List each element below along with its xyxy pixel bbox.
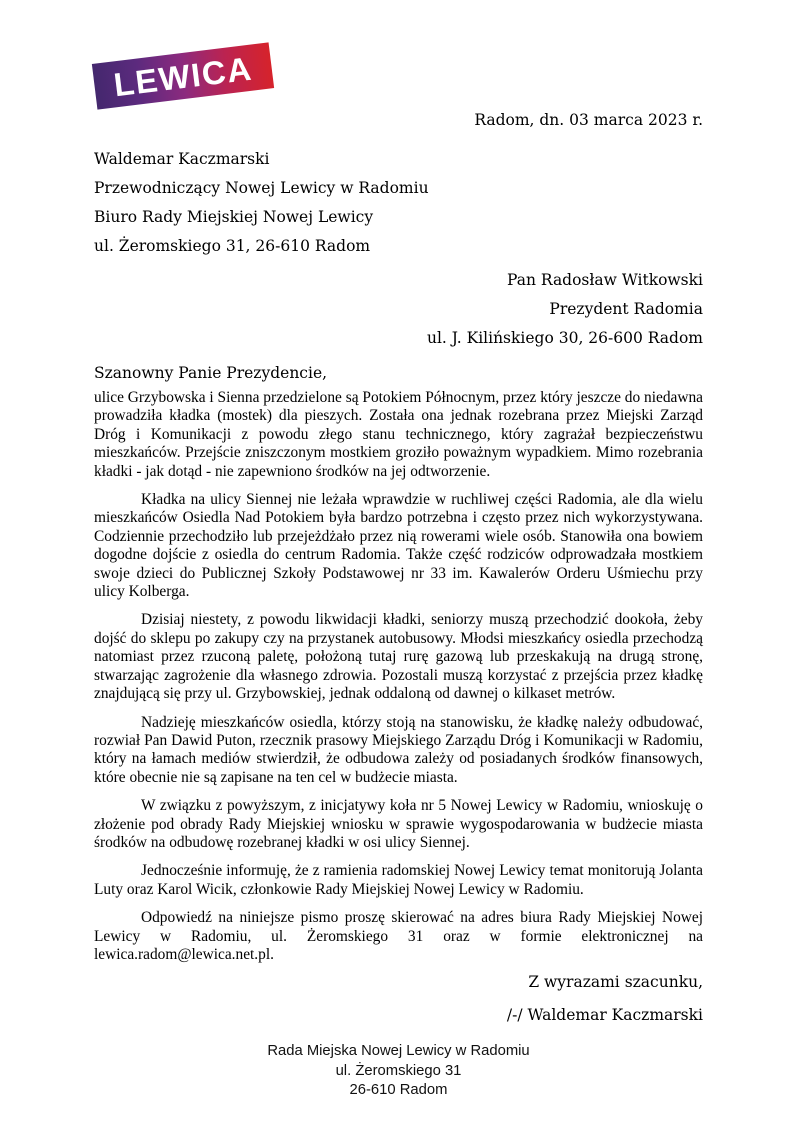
lewica-logo-band (92, 42, 274, 109)
footer-street: ul. Żeromskiego 31 (335, 1062, 462, 1079)
sender-office: Biuro Rady Miejskiej Nowej Lewicy (94, 208, 374, 226)
sender-title: Przewodniczący Nowej Lewicy w Radomiu (94, 179, 429, 197)
lewica-logo (94, 49, 272, 103)
recipient-address: ul. J. Kilińskiego 30, 26-600 Radom (426, 329, 703, 347)
closing-block (94, 972, 703, 1026)
body-paragraph-3: Dzisiaj niestety, z powodu likwidacji kładki, seniorzy muszą przechodzić dookoła, żeby dojść do sklepu po zakupy czy na przystanek autobusowy. Młodsi mieszkańcy osiedla przechodzą natomiast przez rzuconą paletę, położoną tutaj rurę gazową lub przeskakują na drugą stronę, stwarzając zagrożenie dla własnego zdrowia. Pozostali muszą korzystać z przejścia przez kładkę znajdującą się przy ul. Grzybowskiej, jednak oddaloną od dawnej o kilkaset metrów. (94, 611, 703, 703)
date-line: Radom, dn. 03 marca 2023 r. (474, 111, 703, 129)
sender-name: Waldemar Kaczmarski (94, 150, 270, 168)
body-paragraph-1: ulice Grzybowska i Sienna przedzielone są Potokiem Północnym, przez który jeszcze do niedawna prowadziła kładka (mostek) dla pieszych. Została ona jednak rozebrana przez Miejski Zarząd Dróg i Komunikacji z powodu złego stanu technicznego, który zagrażał bezpieczeństwu mieszkańców. Przejście zniszczonym mostkiem groziło poważnym wypadkiem. Mimo rozebrania kładki - jak dotąd - nie zapewniono środków na jej odtworzenie. (94, 389, 704, 480)
recipient-block (94, 266, 703, 353)
footer-block (94, 1042, 703, 1101)
lewica-logo-text: LEWICA (111, 49, 255, 103)
body-paragraph-7: Odpowiedź na niniejsze pismo proszę skierować na adres biura Rady Miejskiej Nowej Lewicy w Radomiu, ul. Żeromskiego 31 oraz w formie elektronicznej na lewica.radom@lewica.net.pl. (94, 909, 703, 963)
closing-signature: /-/ Waldemar Kaczmarski (506, 1006, 703, 1025)
sender-block (94, 145, 703, 261)
salutation: Szanowny Panie Prezydencie, (94, 364, 328, 382)
body-paragraph-6: Jednocześnie informuję, że z ramienia radomskiej Nowej Lewicy temat monitorują Jolanta Luty oraz Karol Wicik, członkowie Rady Miejskiej Nowej Lewicy w Radomiu. (94, 862, 703, 898)
footer-org: Rada Miejska Nowej Lewicy w Radomiu (267, 1043, 530, 1060)
body-paragraph-4: Nadzieję mieszkańców osiedla, którzy stoją na stanowisku, że kładkę należy odbudować, rozwiał Pan Dawid Puton, rzecznik prasowy Miejskiego Zarządu Dróg i Komunikacji w Radomiu, który na łamach mediów stwierdził, że odbudowa zależy od posiadanych środków finansowych, które obecnie nie są zapisane na ten cel w budżecie miasta. (94, 713, 703, 786)
closing-phrase: Z wyrazami szacunku, (528, 973, 703, 992)
footer-city: 26-610 Radom (349, 1082, 448, 1099)
sender-address: ul. Żeromskiego 31, 26-610 Radom (94, 237, 371, 255)
recipient-name: Pan Radosław Witkowski (507, 271, 703, 289)
body-paragraph-5: W związku z powyższym, z inicjatywy koła nr 5 Nowej Lewicy w Radomiu, wnioskuję o złożenie pod obrady Rady Miejskiej wniosku w sprawie wygospodarowania w budżecie miasta środków na odbudowę rozebranej kładki w osi ulicy Siennej. (94, 797, 703, 851)
recipient-title: Prezydent Radomia (549, 300, 703, 318)
body-paragraph-2: Kładka na ulicy Siennej nie leżała wprawdzie w ruchliwej części Radomia, ale dla wielu mieszkańców Osiedla Nad Potokiem była bardzo potrzebna i często przez nich wykorzystywana. Codziennie przechodziło lub przejeżdżało przez nią rowerami wiele osób. Stanowiła ona bowiem dogodne dojście z osiedla do centrum Radomia. Także część rodziców odprowadzała mostkiem swoje dzieci do Publicznej Szkoły Podstawowej nr 33 im. Kawalerów Orderu Uśmiechu przy ulicy Kolberga. (94, 491, 703, 601)
